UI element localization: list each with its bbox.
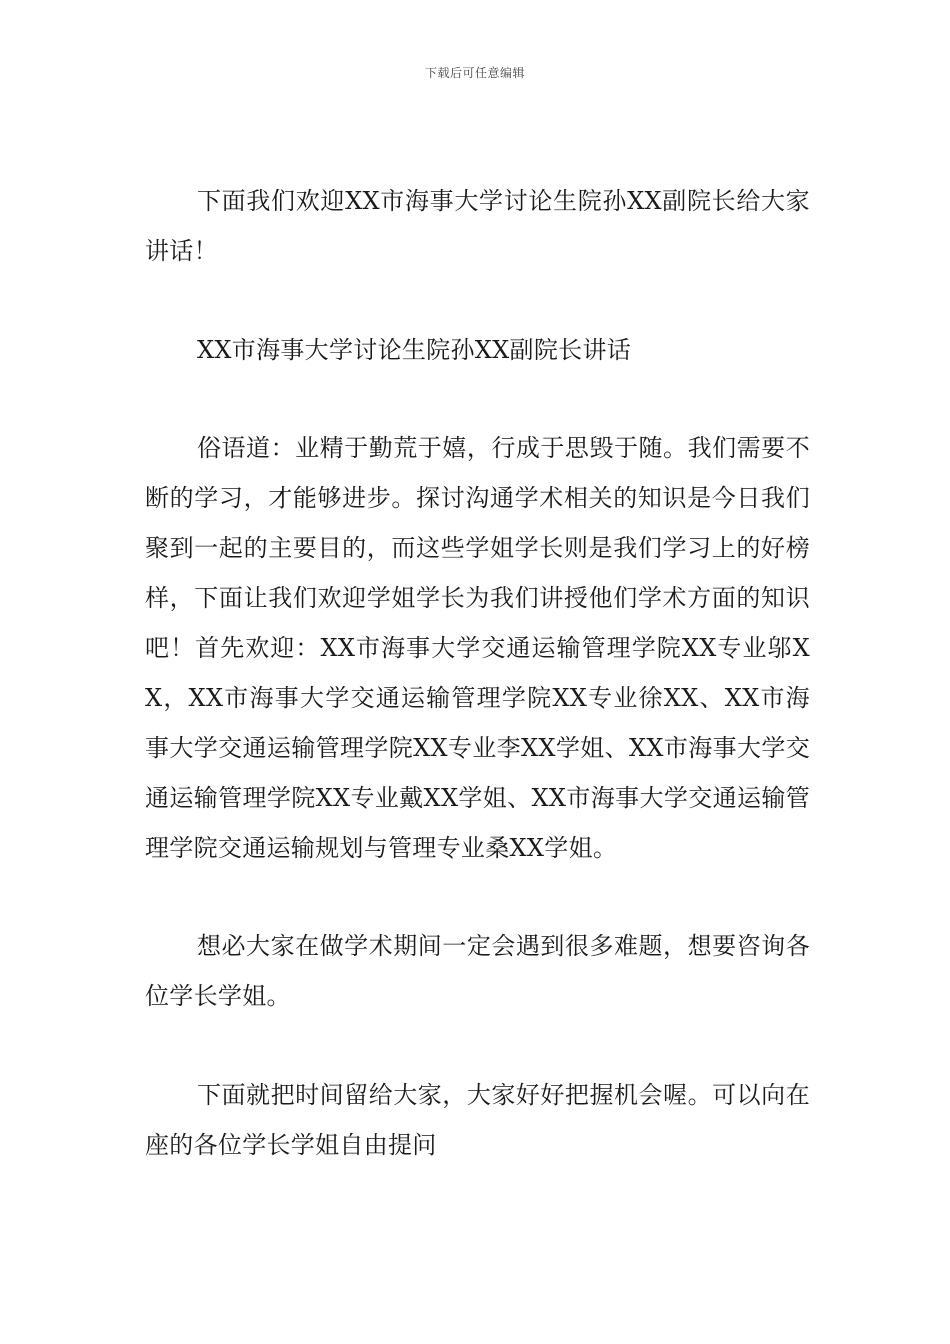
document-body (145, 176, 810, 1170)
paragraph-closing: 下面就把时间留给大家，大家好好把握机会喔。可以向在座的各位学长学姐自由提问 (145, 1081, 810, 1159)
paragraph-speech-body: 俗语道：业精于勤荒于嬉，行成于思毁于随。我们需要不断的学习，才能够进步。探讨沟通学术相关的知识是今日我们聚到一起的主要目的，而这些学姐学长则是我们学习上的好榜样，下面让我们欢迎学姐学长为我们讲授他们学术方面的知识吧！首先欢迎：XX市海事大学交通运输管理学院XX专业邬XX，XX市海事大学交通运输管理学院XX专业徐XX、XX市海事大学交通运输管理学院XX专业李XX学姐、XX市海事大学交通运输管理学院XX专业戴XX学姐、XX市海事大学交通运输管理学院交通运输规划与管理专业桑XX学姐。 (145, 434, 810, 862)
paragraph-questions: 想必大家在做学术期间一定会遇到很多难题，想要咨询各位学长学姐。 (145, 932, 810, 1010)
paragraph-intro: 下面我们欢迎XX市海事大学讨论生院孙XX副院长给大家讲话！ (145, 187, 810, 265)
page-header: 下载后可任意编辑 (424, 66, 525, 80)
paragraph-speech-title: XX市海事大学讨论生院孙XX副院长讲话 (197, 336, 632, 364)
